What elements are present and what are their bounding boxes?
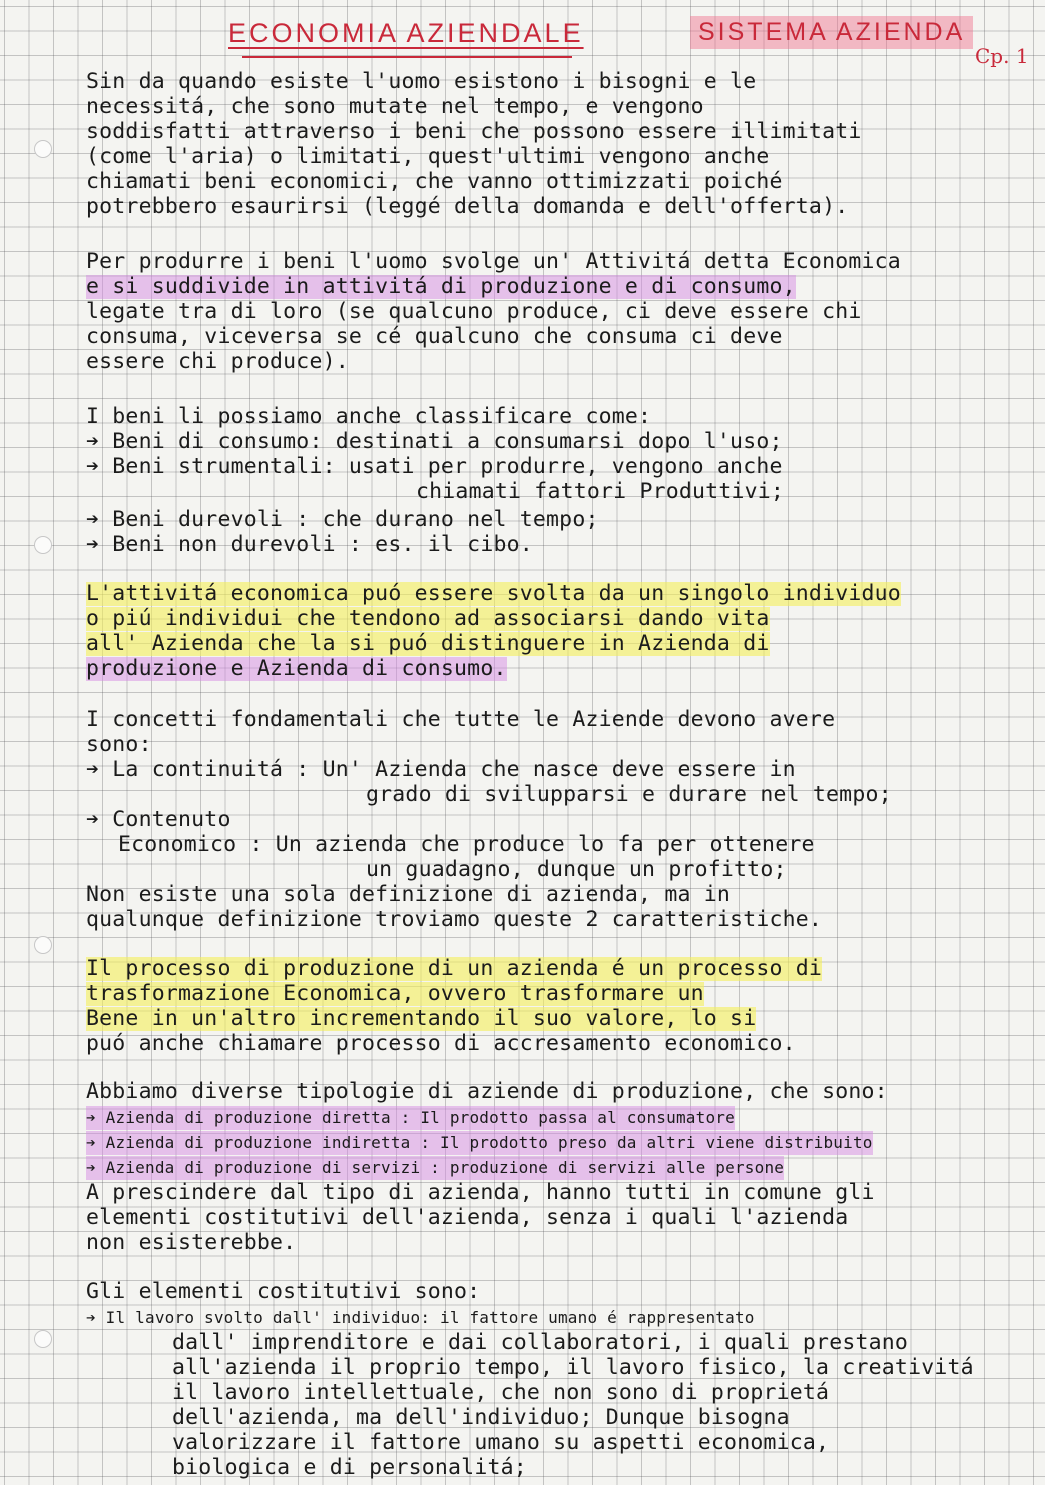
text-line: (come l'aria) o limitati, quest'ultimi vengono anche — [86, 144, 770, 169]
binder-hole — [34, 140, 52, 158]
text-line: un guadagno, dunque un profitto; — [366, 857, 787, 882]
text-line: necessitá, che sono mutate nel tempo, e vengono — [86, 94, 704, 119]
highlighted-line: all' Azienda che la si puó distinguere in Azienda di — [86, 631, 770, 656]
text-line: I concetti fondamentali che tutte le Aziende devono avere — [86, 707, 836, 732]
highlighted-line: Il processo di produzione di un azienda é un processo di — [86, 956, 823, 981]
list-item: ➔ Beni di consumo: destinati a consumarsi dopo l'uso; — [86, 429, 783, 454]
highlighted-line: L'attivitá economica puó essere svolta da un singolo individuo — [86, 581, 901, 606]
text-line: consuma, viceversa se cé qualcuno che consuma ci deve — [86, 324, 783, 349]
list-item: ➔ Il lavoro svolto dall' individuo: il fattore umano é rappresentato — [86, 1308, 755, 1327]
list-item: ➔ Azienda di produzione diretta : Il prodotto passa al consumatore — [86, 1106, 735, 1130]
text-line: elementi costitutivi dell'azienda, senza i quali l'azienda — [86, 1205, 849, 1230]
list-item: ➔ Beni strumentali: usati per produrre, vengono anche — [86, 454, 783, 479]
text-line: valorizzare il fattore umano su aspetti economica, — [172, 1430, 830, 1455]
list-item: ➔ La continuitá : Un' Azienda che nasce deve essere in — [86, 757, 796, 782]
chapter-label: Cp. 1 — [975, 44, 1029, 68]
list-item: ➔ Beni durevoli : che durano nel tempo; — [86, 507, 599, 532]
text-line: dell'azienda, ma dell'individuo; Dunque bisogna — [172, 1405, 790, 1430]
text-line: I beni li possiamo anche classificare come: — [86, 404, 652, 429]
page-title: ECONOMIA AZIENDALE — [228, 18, 584, 48]
text-line: all'azienda il proprio tempo, il lavoro fisico, la creativitá — [172, 1355, 974, 1380]
binder-hole — [34, 936, 52, 954]
highlighted-line: Bene in un'altro incrementando il suo valore, lo si — [86, 1006, 757, 1031]
text-line: A prescindere dal tipo di azienda, hanno tutti in comune gli — [86, 1180, 875, 1205]
list-item: ➔ Azienda di produzione indiretta : Il prodotto preso da altri viene distribuito — [86, 1131, 873, 1155]
text-line: chiamati fattori Produttivi; — [416, 479, 785, 504]
text-line: grado di svilupparsi e durare nel tempo; — [366, 782, 892, 807]
text-line: potrebbero esaurirsi (leggé della domanda e dell'offerta). — [86, 194, 849, 219]
text-line: puó anche chiamare processo di accresamento economico. — [86, 1031, 796, 1056]
highlighted-line: o piú individui che tendono ad associarsi dando vita — [86, 606, 770, 631]
section-tag: SISTEMA AZIENDA — [690, 16, 973, 49]
text-line: dall' imprenditore e dai collaboratori, i quali prestano — [172, 1330, 909, 1355]
text-line: chiamati beni economici, che vanno ottimizzati poiché — [86, 169, 783, 194]
text-line: essere chi produce). — [86, 349, 349, 374]
highlighted-line: produzione e Azienda di consumo. — [86, 656, 507, 681]
text-line: biologica e di personalitá; — [172, 1455, 527, 1480]
text-line: soddisfatti attraverso i beni che possono essere illimitati — [86, 119, 862, 144]
text-line: qualunque definizione troviamo queste 2 caratteristiche. — [86, 907, 823, 932]
highlighted-line: e si suddivide in attivitá di produzione e di consumo, — [86, 274, 796, 299]
binder-hole — [34, 1330, 52, 1348]
list-item: ➔ Azienda di produzione di servizi : produzione di servizi alle persone — [86, 1156, 784, 1180]
text-line: Per produrre i beni l'uomo svolge un' Attivitá detta Economica — [86, 249, 901, 274]
text-line: legate tra di loro (se qualcuno produce, ci deve essere chi — [86, 299, 862, 324]
binder-hole — [34, 536, 52, 554]
text-line: sono: — [86, 732, 152, 757]
list-item: ➔ Contenuto — [86, 807, 231, 832]
text-line: Gli elementi costitutivi sono: — [86, 1279, 481, 1304]
list-item: ➔ Beni non durevoli : es. il cibo. — [86, 532, 533, 557]
text-line: il lavoro intellettuale, che non sono di proprietá — [172, 1380, 830, 1405]
highlighted-line: trasformazione Economica, ovvero trasformare un — [86, 981, 704, 1006]
text-line: non esisterebbe. — [86, 1230, 297, 1255]
text-line: Abbiamo diverse tipologie di aziende di produzione, che sono: — [86, 1079, 888, 1104]
text-line: Economico : Un azienda che produce lo fa per ottenere — [118, 832, 815, 857]
title-underline — [242, 56, 572, 58]
text-line: Sin da quando esiste l'uomo esistono i bisogni e le — [86, 69, 757, 94]
text-line: Non esiste una sola definizione di azienda, ma in — [86, 882, 731, 907]
